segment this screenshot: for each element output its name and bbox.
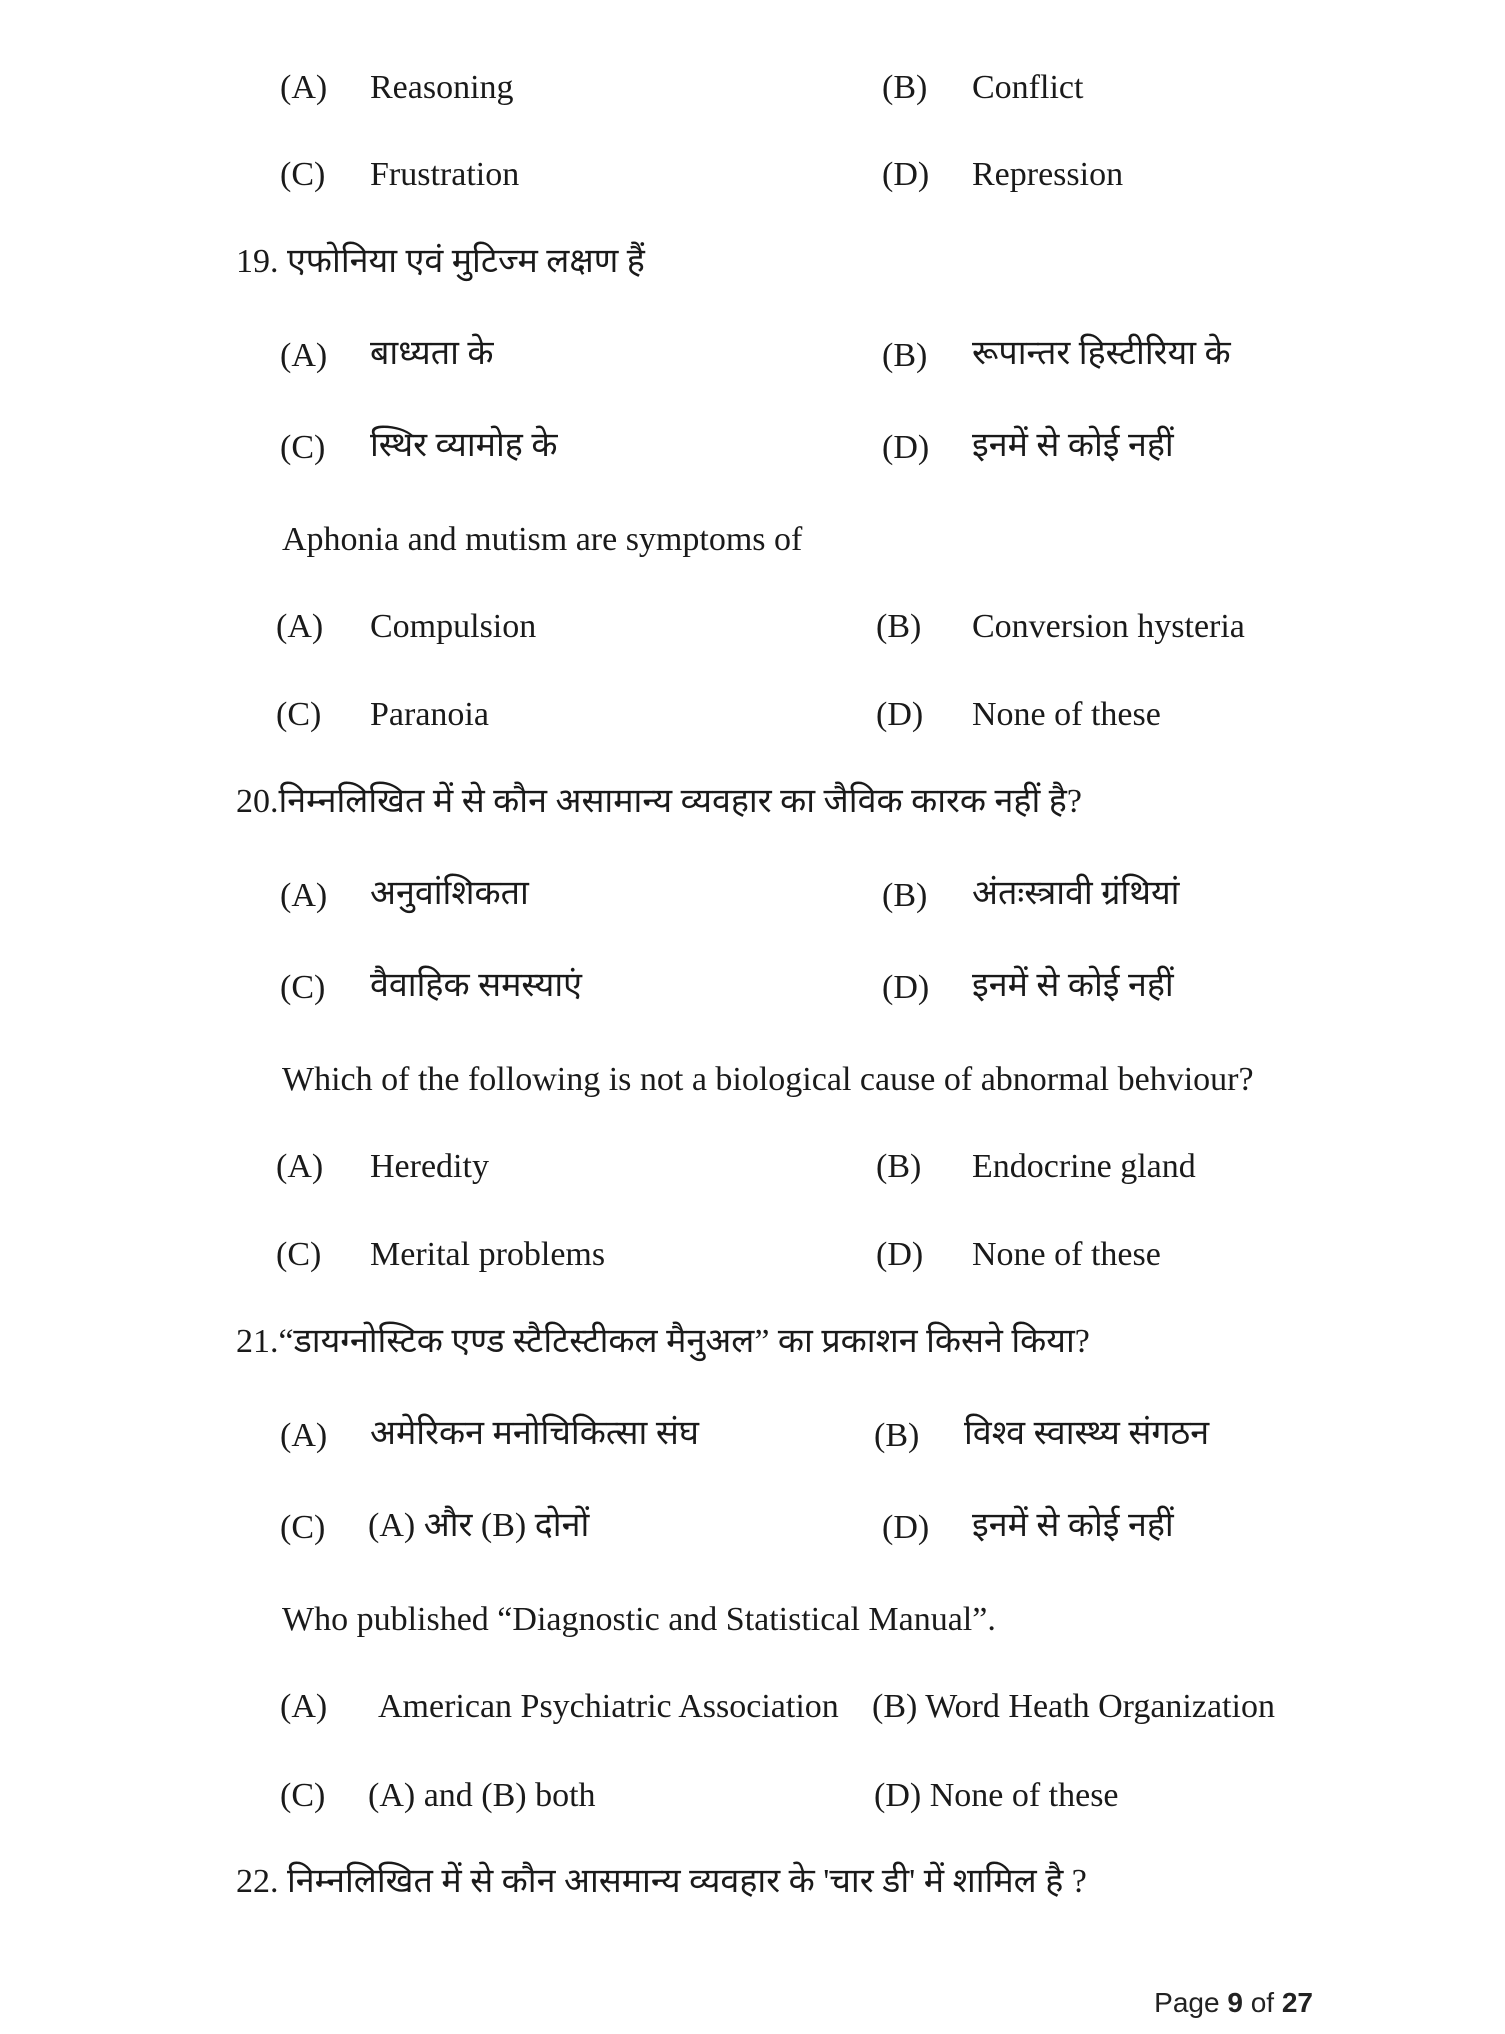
page-number: [1154, 1986, 1313, 2020]
q19-hindi-option-a-letter: (A): [280, 337, 328, 374]
q21-english-question: Who published “Diagnostic and Statistical Manual”.: [282, 1601, 996, 1638]
q19-english-option-c-text: Paranoia: [370, 696, 489, 733]
q18-option-a-text: Reasoning: [370, 69, 514, 106]
q20-english-option-d-text: None of these: [972, 1236, 1161, 1273]
q18-option-b-text: Conflict: [972, 69, 1084, 106]
q21-english-option-b-text: (B) Word Heath Organization: [872, 1688, 1275, 1725]
q19-hindi-option-c-text: स्थिर व्यामोह के: [370, 427, 558, 464]
q20-hindi-option-b-text: अंतःस्त्रावी ग्रंथियां: [972, 875, 1180, 912]
q19-hindi-question: 19. एफोनिया एवं मुटिज्म लक्षण हैं: [236, 243, 645, 280]
q19-hindi-option-b-text: रूपान्तर हिस्टीरिया के: [972, 335, 1231, 372]
q20-hindi-option-a-letter: (A): [280, 877, 328, 914]
q21-hindi-option-b-text: विश्व स्वास्थ्य संगठन: [964, 1415, 1210, 1452]
q19-english-option-d-letter: (D): [876, 696, 924, 733]
q18-option-d-text: Repression: [972, 156, 1124, 193]
q19-hindi-option-d-text: इनमें से कोई नहीं: [972, 427, 1174, 464]
q20-hindi-option-a-text: अनुवांशिकता: [370, 875, 529, 912]
q18-option-d-letter: (D): [882, 156, 930, 193]
q20-hindi-question: 20.निम्नलिखित में से कौन असामान्य व्यवहार का जैविक कारक नहीं है?: [236, 783, 1082, 820]
q21-hindi-option-a-text: अमेरिकन मनोचिकित्सा संघ: [370, 1415, 699, 1452]
q20-english-option-b-text: Endocrine gland: [972, 1148, 1196, 1185]
q21-hindi-option-a-letter: (A): [280, 1417, 328, 1454]
q20-english-option-b-letter: (B): [876, 1148, 922, 1185]
q19-hindi-option-b-letter: (B): [882, 337, 928, 374]
q22-hindi-question: 22. निम्नलिखित में से कौन आसमान्य व्यवहार के 'चार डी' में शामिल है ?: [236, 1863, 1087, 1900]
q19-hindi-option-c-letter: (C): [280, 429, 326, 466]
q21-hindi-option-d-letter: (D): [882, 1509, 930, 1546]
q20-english-option-c-letter: (C): [276, 1236, 322, 1273]
q19-english-option-a-text: Compulsion: [370, 608, 537, 645]
q21-english-option-c-letter: (C): [280, 1777, 326, 1814]
q20-english-option-a-text: Heredity: [370, 1148, 489, 1185]
q19-english-option-b-letter: (B): [876, 608, 922, 645]
q18-option-c-letter: (C): [280, 156, 326, 193]
q20-hindi-option-d-letter: (D): [882, 969, 930, 1006]
page-number-prefix: Page: [1154, 1987, 1228, 2018]
q20-hindi-option-d-text: इनमें से कोई नहीं: [972, 967, 1174, 1004]
q20-english-option-d-letter: (D): [876, 1236, 924, 1273]
q21-english-option-a-letter: (A): [280, 1688, 328, 1725]
q21-english-option-a-text: American Psychiatric Association: [378, 1688, 839, 1725]
q21-hindi-option-c-letter: (C): [280, 1509, 326, 1546]
q20-hindi-option-c-text: वैवाहिक समस्याएं: [370, 967, 582, 1004]
q21-english-option-c-text: (A) and (B) both: [368, 1777, 596, 1814]
q19-english-option-a-letter: (A): [276, 608, 324, 645]
q19-english-question: Aphonia and mutism are symptoms of: [282, 521, 803, 558]
q20-english-option-a-letter: (A): [276, 1148, 324, 1185]
q18-option-c-text: Frustration: [370, 156, 520, 193]
q20-english-question: Which of the following is not a biological cause of abnormal behviour?: [282, 1061, 1254, 1098]
q20-hindi-option-b-letter: (B): [882, 877, 928, 914]
q21-hindi-question: 21.“डायग्नोस्टिक एण्ड स्टैटिस्टीकल मैनुअल” का प्रकाशन किसने किया?: [236, 1323, 1090, 1360]
q19-english-option-d-text: None of these: [972, 696, 1161, 733]
q21-hindi-option-d-text: इनमें से कोई नहीं: [972, 1507, 1174, 1544]
q18-option-a-letter: (A): [280, 69, 328, 106]
q18-option-b-letter: (B): [882, 69, 928, 106]
q20-english-option-c-text: Merital problems: [370, 1236, 606, 1273]
q21-hindi-option-c-text: (A) और (B) दोनों: [368, 1507, 590, 1544]
q19-english-option-c-letter: (C): [276, 696, 322, 733]
q19-english-option-b-text: Conversion hysteria: [972, 608, 1245, 645]
q19-hindi-option-a-text: बाध्यता के: [370, 335, 494, 372]
page-number-current: 9: [1227, 1987, 1243, 2018]
page-number-middle: of: [1242, 1987, 1282, 2018]
q21-english-option-d-text: (D) None of these: [874, 1777, 1119, 1814]
q19-hindi-option-d-letter: (D): [882, 429, 930, 466]
q20-hindi-option-c-letter: (C): [280, 969, 326, 1006]
page-number-total: 27: [1281, 1987, 1313, 2018]
q21-hindi-option-b-letter: (B): [874, 1417, 920, 1454]
